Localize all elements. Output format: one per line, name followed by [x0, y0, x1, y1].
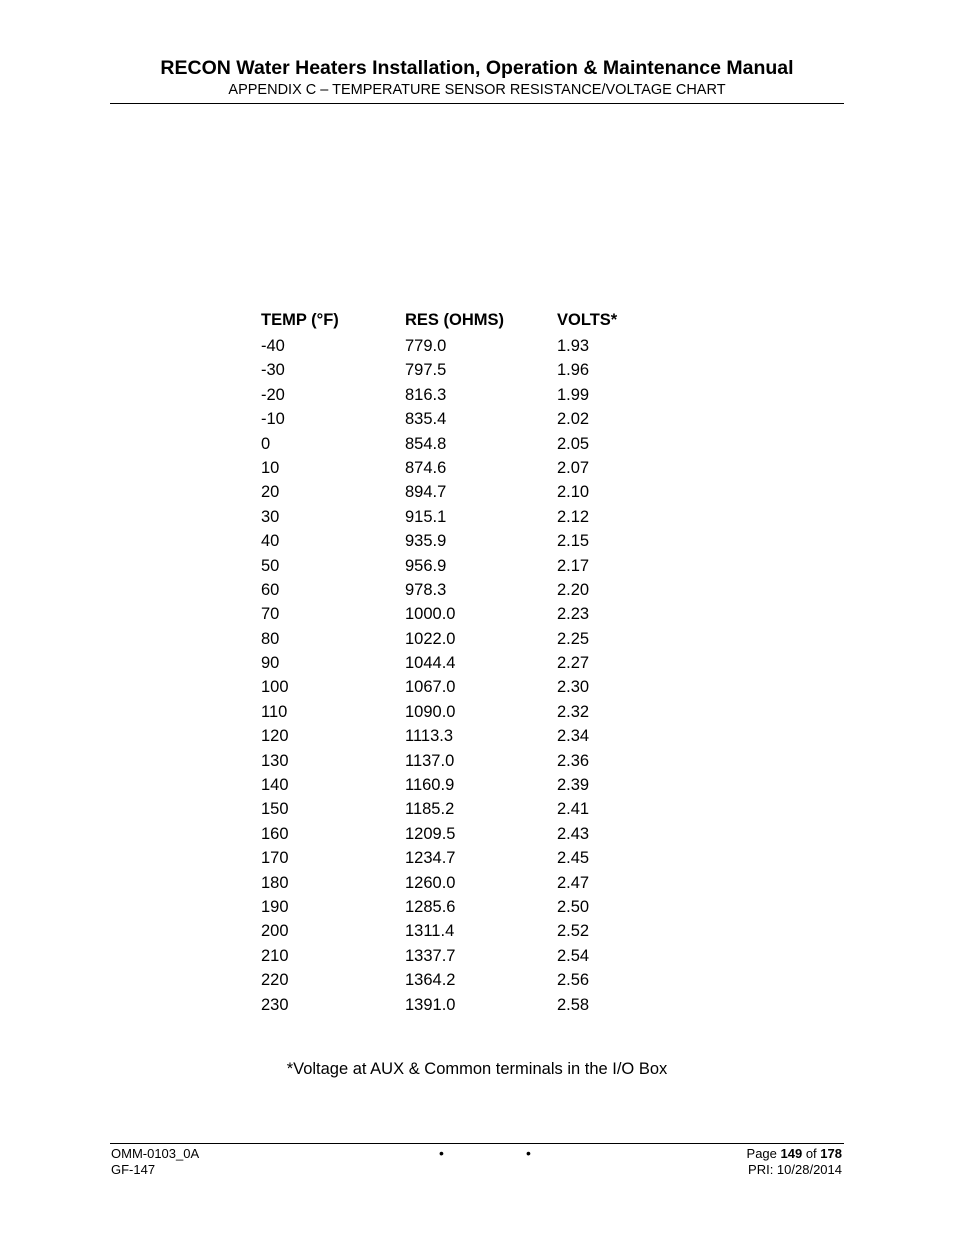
res-cell: 1137.0 — [405, 751, 455, 770]
column-header-res: RES (OHMS) — [405, 311, 504, 329]
res-cell: 935.9 — [405, 532, 447, 551]
volts-cell: 2.17 — [557, 556, 590, 575]
res-cell: 1160.9 — [405, 776, 455, 795]
volts-cell: 2.52 — [557, 922, 590, 941]
pri-date: PRI: 10/28/2014 — [748, 1162, 842, 1177]
res-cell: 894.7 — [405, 483, 447, 502]
res-cell: 1022.0 — [405, 629, 456, 648]
res-cell: 779.0 — [405, 337, 447, 355]
temp-cell: 20 — [261, 483, 280, 502]
res-cell: 1090.0 — [405, 702, 456, 721]
res-cell: 915.1 — [405, 507, 447, 526]
volts-cell: 2.43 — [557, 824, 590, 843]
temp-cell: 200 — [261, 922, 289, 941]
volts-cell: 2.41 — [557, 800, 590, 819]
volts-cell: 2.47 — [557, 873, 590, 892]
res-cell: 1113.3 — [405, 727, 454, 746]
temp-cell: 80 — [261, 629, 280, 648]
temp-cell: 90 — [261, 654, 280, 673]
column-header-temp: TEMP (°F) — [261, 311, 339, 329]
volts-cell: 2.45 — [557, 849, 590, 868]
temp-cell: 160 — [261, 824, 289, 843]
temp-cell: 180 — [261, 873, 289, 892]
doc-number: OMM-0103_0A — [111, 1146, 200, 1161]
temp-cell: 60 — [261, 580, 280, 599]
volts-cell: 2.36 — [557, 751, 590, 770]
footer-left — [111, 1146, 199, 1178]
temp-cell: 230 — [261, 995, 289, 1014]
temp-cell: 220 — [261, 971, 289, 990]
res-cell: 1185.2 — [405, 800, 455, 819]
volts-cell: 2.02 — [557, 410, 590, 429]
res-cell: 874.6 — [405, 458, 447, 477]
appendix-subtitle: APPENDIX C – TEMPERATURE SENSOR RESISTANCE/VOLTAGE CHART — [228, 82, 726, 98]
res-cell: 1260.0 — [405, 873, 456, 892]
volts-cell: 2.56 — [557, 971, 590, 990]
volts-cell: 2.12 — [557, 507, 590, 526]
res-cell: 978.3 — [405, 580, 447, 599]
volts-cell: 1.93 — [557, 337, 590, 355]
temp-cell: 50 — [261, 556, 280, 575]
temp-cell: 170 — [261, 849, 289, 868]
res-cell: 956.9 — [405, 556, 447, 575]
document-title: RECON Water Heaters Installation, Operation & Maintenance Manual — [160, 57, 794, 79]
res-cell: 1209.5 — [405, 824, 456, 843]
res-cell: 1234.7 — [405, 849, 456, 868]
temp-cell: 210 — [261, 946, 289, 965]
footer-right — [747, 1146, 842, 1178]
res-cell: 1311.4 — [405, 922, 455, 941]
res-cell: 1364.2 — [405, 971, 456, 990]
footer-divider — [110, 1143, 844, 1144]
temp-cell: 140 — [261, 776, 289, 795]
res-cell: 797.5 — [405, 361, 447, 380]
volts-cell: 2.10 — [557, 483, 590, 502]
page-current: 149 — [780, 1146, 803, 1161]
footer-bullet: • — [439, 1145, 444, 1161]
volts-cell: 2.34 — [557, 727, 590, 746]
volts-cell: 2.20 — [557, 580, 590, 599]
temp-cell: 30 — [261, 507, 280, 526]
temp-cell: 40 — [261, 532, 280, 551]
footer-bullet: • — [526, 1145, 531, 1161]
volts-cell: 2.39 — [557, 776, 590, 795]
volts-cell: 2.25 — [557, 629, 590, 648]
volts-cell: 2.05 — [557, 434, 590, 453]
voltage-footnote: *Voltage at AUX & Common terminals in the I/O Box — [286, 1060, 668, 1078]
res-cell: 1391.0 — [405, 995, 456, 1014]
res-cell: 1285.6 — [405, 897, 456, 916]
temp-cell: -30 — [261, 361, 285, 380]
volts-cell: 2.15 — [557, 532, 590, 551]
temp-cell: 190 — [261, 897, 289, 916]
volts-cell: 2.54 — [557, 946, 590, 965]
res-cell: 854.8 — [405, 434, 447, 453]
res-cell: 816.3 — [405, 385, 447, 404]
res-cell: 1044.4 — [405, 654, 456, 673]
res-cell: 835.4 — [405, 410, 447, 429]
page-total: 178 — [820, 1146, 842, 1161]
volts-cell: 2.23 — [557, 605, 590, 624]
temp-cell: 70 — [261, 605, 280, 624]
res-cell: 1337.7 — [405, 946, 456, 965]
temp-cell: 10 — [261, 458, 280, 477]
temp-cell: -40 — [261, 337, 285, 355]
temp-cell: 150 — [261, 800, 289, 819]
temp-cell: 120 — [261, 727, 289, 746]
temp-cell: 0 — [261, 434, 271, 453]
gf-number: GF-147 — [111, 1162, 156, 1177]
page-header — [110, 56, 844, 100]
temp-cell: -20 — [261, 385, 285, 404]
temp-cell: 100 — [261, 678, 289, 697]
volts-cell: 2.32 — [557, 702, 590, 721]
temp-cell: -10 — [261, 410, 285, 429]
volts-cell: 2.50 — [557, 897, 590, 916]
volts-cell: 1.96 — [557, 361, 590, 380]
volts-cell: 2.58 — [557, 995, 590, 1014]
res-cell: 1067.0 — [405, 678, 456, 697]
res-cell: 1000.0 — [405, 605, 456, 624]
column-header-volts: VOLTS* — [557, 311, 618, 329]
volts-cell: 2.27 — [557, 654, 590, 673]
volts-cell: 2.07 — [557, 458, 590, 477]
page-number: Page 149 of 178 — [746, 1146, 842, 1161]
volts-cell: 2.30 — [557, 678, 590, 697]
header-divider — [110, 103, 844, 104]
temp-cell: 130 — [261, 751, 289, 770]
temp-cell: 110 — [261, 702, 288, 721]
volts-cell: 1.99 — [557, 385, 590, 404]
